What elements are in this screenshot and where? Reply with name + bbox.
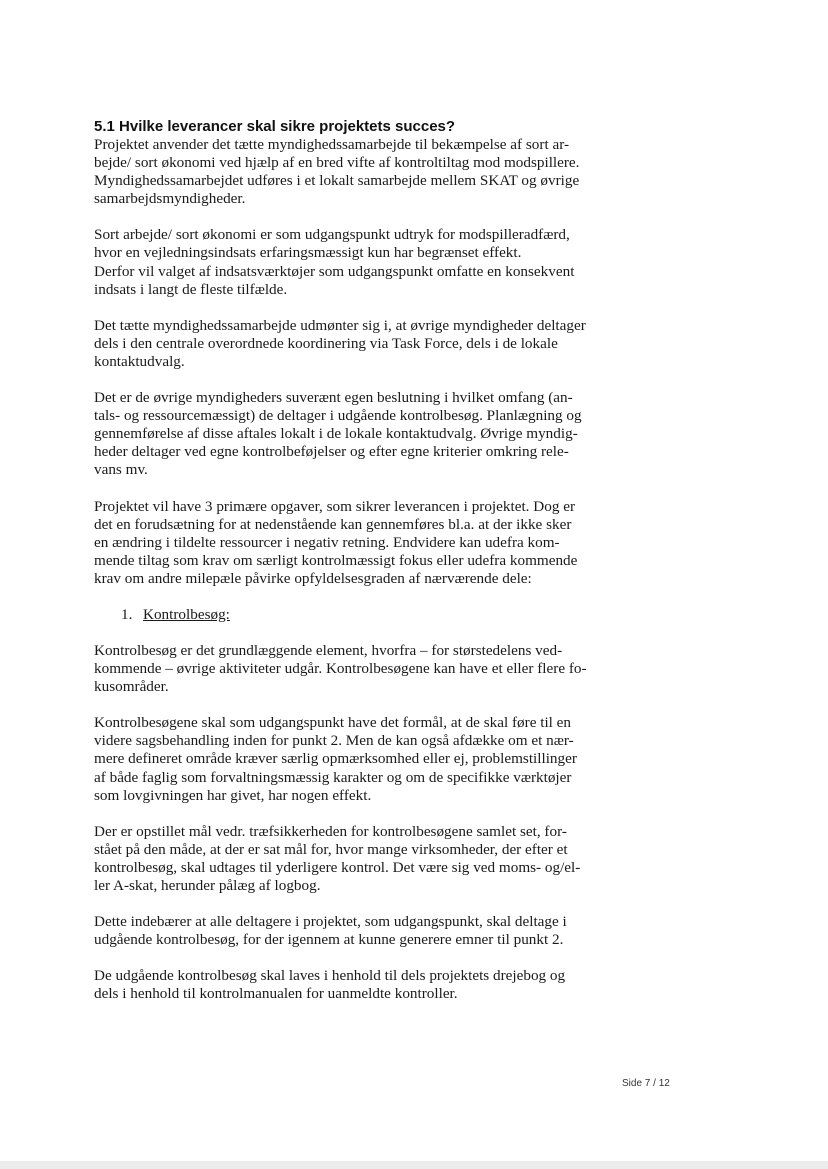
text-line: Der er opstillet mål vedr. træfsikkerheden for kontrolbesøgene samlet set, for- (94, 822, 567, 840)
text-line: Det er de øvrige myndigheders suverænt egen beslutning i hvilket omfang (an- (94, 389, 573, 407)
text-line: af både faglig som forvaltningsmæssig karakter og om de specifikke værktøjer (94, 768, 572, 786)
text-line: vans mv. (94, 461, 148, 479)
paragraph (94, 136, 614, 208)
text-line: Kontrolbesøg er det grundlæggende element, hvorfra – for størstedelens ved- (94, 641, 563, 659)
text-line: Det tætte myndighedssamarbejde udmønter sig i, at øvrige myndigheder deltager (94, 316, 586, 334)
text-line: De udgående kontrolbesøg skal laves i henhold til dels projektets drejebog og (94, 967, 566, 985)
scan-bottom-edge (0, 1161, 828, 1169)
text-line: udgående kontrolbesøg, for der igennem at kunne generere emner til punkt 2. (94, 931, 564, 949)
text-line: dels i den centrale overordnede koordinering via Task Force, dels i de lokale (94, 334, 558, 352)
text-line: krav om andre milepæle påvirke opfyldelsesgraden af nærværende dele: (94, 569, 532, 587)
paragraph (94, 967, 614, 1003)
text-line: indsats i langt de fleste tilfælde. (94, 280, 288, 298)
text-line: heder deltager ved egne kontrolbeføjelser og efter egne kriterier omkring rele- (94, 443, 569, 461)
spacer (94, 480, 614, 498)
text-line: det en forudsætning for at nedenstående kan gennemføres bl.a. at der ikke sker (94, 515, 572, 533)
text-line: en ændring i tildelte ressourcer i negativ retning. Endvidere kan udefra kom- (94, 533, 560, 551)
text-line: Dette indebærer at alle deltagere i projektet, som udgangspunkt, skal deltage i (94, 913, 567, 931)
spacer (94, 588, 614, 606)
spacer (94, 371, 614, 389)
text-line: dels i henhold til kontrolmanualen for uanmeldte kontroller. (94, 985, 458, 1003)
text-line: samarbejdsmyndigheder. (94, 190, 246, 208)
text-line: Projektet anvender det tætte myndighedssamarbejde til bekæmpelse af sort ar- (94, 136, 570, 153)
section-heading: 5.1 Hvilke leverancer skal sikre projektets succes? (94, 118, 456, 135)
text-line: Kontrolbesøgene skal som udgangspunkt have det formål, at de skal føre til en (94, 714, 572, 732)
paragraph (94, 642, 614, 696)
text-line: tals- og ressourcemæssigt) de deltager i udgående kontrolbesøg. Planlægning og (94, 407, 582, 425)
paragraph (94, 714, 614, 804)
text-line: Myndighedssamarbejdet udføres i et lokalt samarbejde mellem SKAT og øvrige (94, 172, 580, 190)
paragraph (94, 389, 614, 479)
text-line: mende tiltag som krav om særligt kontrolmæssigt fokus eller udefra kommende (94, 551, 578, 569)
text-line: kontaktudvalg. (94, 352, 185, 370)
text-line: kommende – øvrige aktiviteter udgår. Kontrolbesøgene kan have et eller flere fo- (94, 660, 587, 678)
text-line: bejde/ sort økonomi ved hjælp af en bred vifte af kontroltiltag mod modspillere. (94, 154, 580, 172)
paragraph (94, 913, 614, 949)
spacer (94, 208, 614, 226)
text-line: videre sagsbehandling inden for punkt 2. Men de kan også afdække om et nær- (94, 732, 574, 750)
text-line: mere defineret område kræver særlig opmærksomhed eller ej, problemstillinger (94, 750, 577, 768)
page-number: Side 7 / 12 (622, 1078, 670, 1089)
text-line: Derfor vil valget af indsatsværktøjer som udgangspunkt omfatte en konsekvent (94, 262, 575, 280)
text-line: Projektet vil have 3 primære opgaver, som sikrer leverancen i projektet. Dog er (94, 497, 576, 515)
text-line: kontrolbesøg, skal udtages til yderligere kontrol. Det være sig ved moms- og/el- (94, 858, 581, 876)
spacer (94, 624, 614, 642)
text-line: som lovgivningen har givet, har nogen effekt. (94, 786, 372, 804)
paragraph (94, 317, 614, 371)
text-line: ler A-skat, herunder pålæg af logbog. (94, 877, 321, 894)
spacer (94, 949, 614, 967)
paragraphs-after-list (94, 642, 614, 1004)
text-line: gennemførelse af disse aftales lokalt i de lokale kontaktudvalg. Øvrige myndig- (94, 425, 578, 443)
paragraph (94, 226, 614, 298)
spacer (94, 696, 614, 714)
spacer (94, 805, 614, 823)
spacer (94, 895, 614, 913)
paragraph (94, 823, 614, 895)
list-item-number: 1. (121, 605, 133, 623)
spacer (94, 299, 614, 317)
numbered-list-item (94, 606, 614, 624)
text-line: Sort arbejde/ sort økonomi er som udgangspunkt udtryk for modspilleradfærd, (94, 226, 570, 244)
text-line: kusområder. (94, 678, 169, 696)
list-item-title: Kontrolbesøg: (143, 605, 230, 623)
text-line: stået på den måde, at der er sat mål for, hvor mange virksomheder, der efter et (94, 840, 568, 858)
text-line: hvor en vejledningsindsats erfaringsmæssigt kun har begrænset effekt. (94, 244, 522, 262)
paragraph (94, 498, 614, 588)
paragraphs-before-list (94, 136, 614, 606)
page-content (94, 118, 614, 1003)
